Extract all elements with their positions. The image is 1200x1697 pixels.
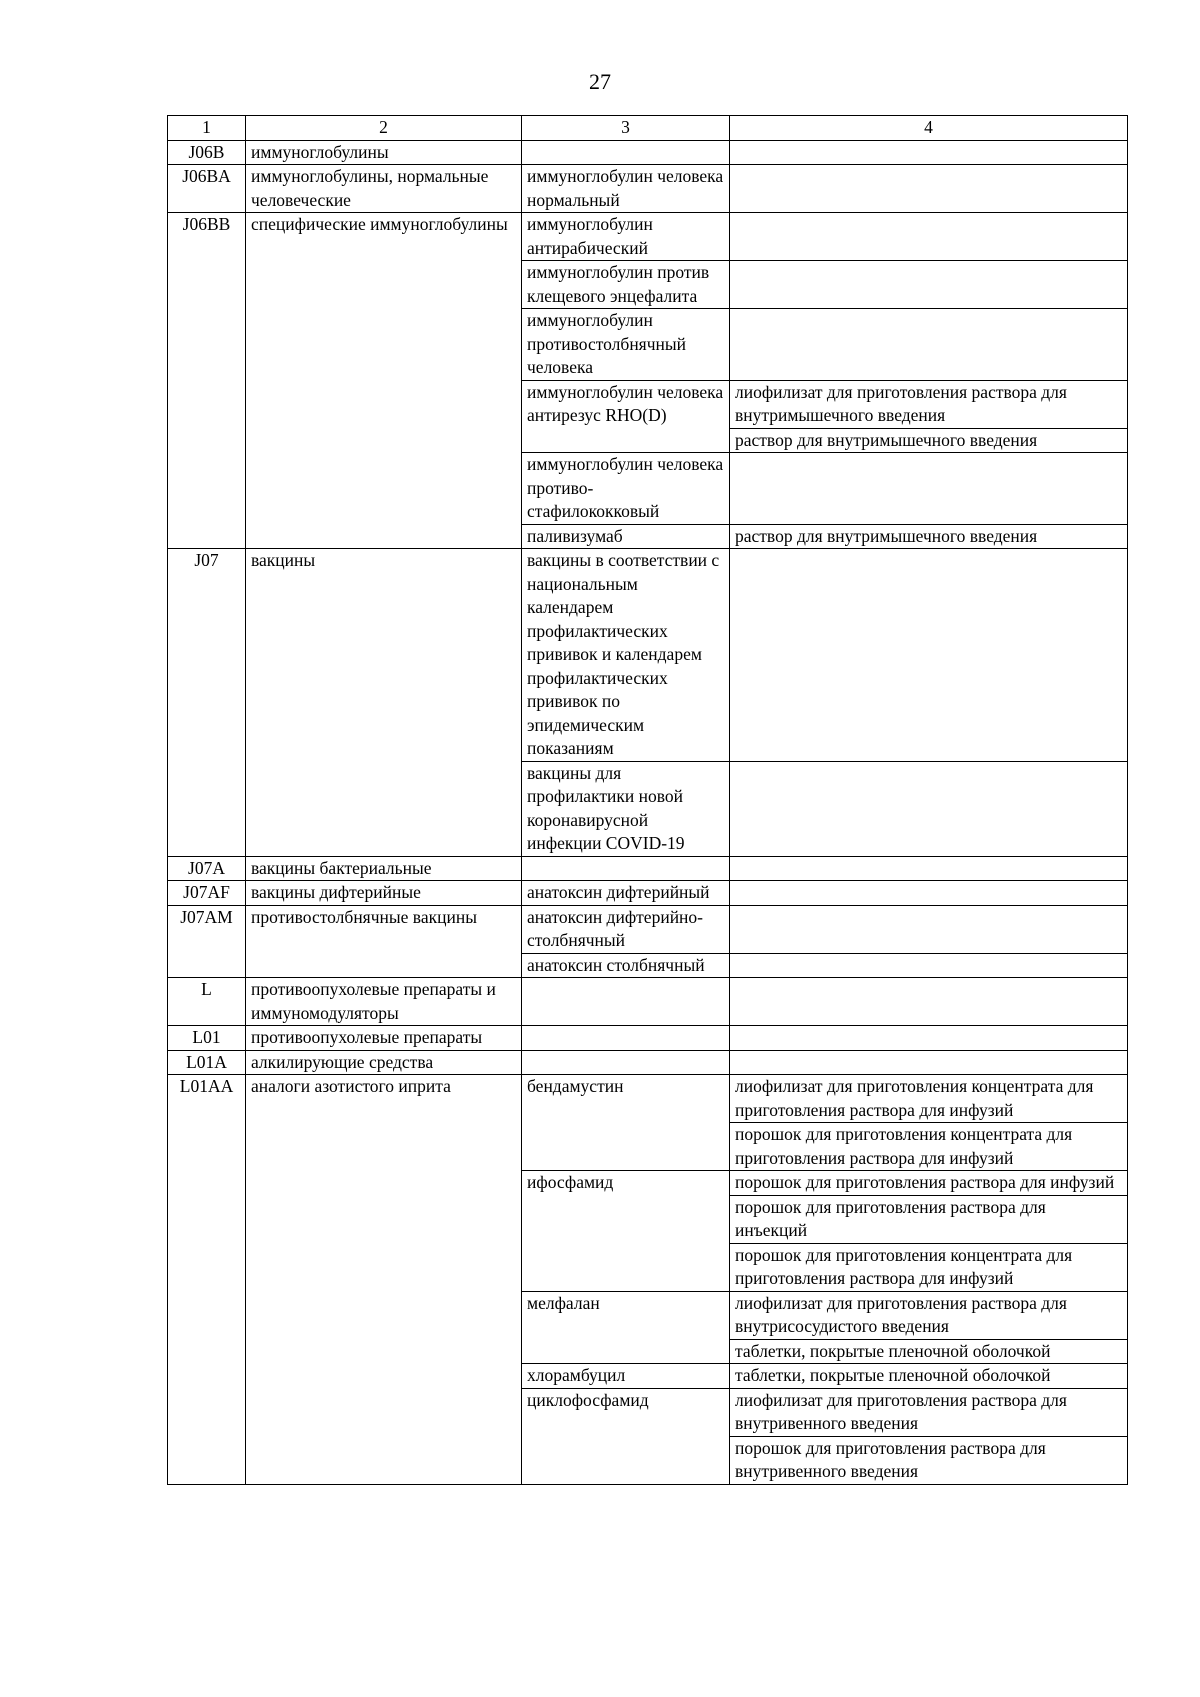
table-header [168, 116, 1128, 141]
drug-name-cell: анатоксин столбнячный [522, 953, 730, 978]
table-body [168, 140, 1128, 1484]
drug-name-cell [522, 856, 730, 881]
table-row [168, 905, 1128, 953]
drug-list-table [167, 115, 1128, 1485]
dosage-form-cell [730, 549, 1128, 762]
drug-name-cell: мелфалан [522, 1291, 730, 1364]
dosage-form-cell: порошок для приготовления раствора для внутривенного введения [730, 1436, 1128, 1484]
dosage-form-cell: таблетки, покрытые пленочной оболочкой [730, 1339, 1128, 1364]
header-col-4: 4 [730, 116, 1128, 141]
dosage-form-cell: раствор для внутримышечного введения [730, 428, 1128, 453]
atc-code-cell: L [168, 978, 246, 1026]
group-name-cell: вакцины [246, 549, 522, 857]
drug-name-cell: анатоксин дифтерийный [522, 881, 730, 906]
atc-code-cell: J07AF [168, 881, 246, 906]
drug-name-cell [522, 140, 730, 165]
drug-name-cell: паливизумаб [522, 524, 730, 549]
table-row [168, 549, 1128, 762]
dosage-form-cell [730, 309, 1128, 381]
drug-name-cell: циклофосфамид [522, 1388, 730, 1484]
header-col-3: 3 [522, 116, 730, 141]
atc-code-cell: L01 [168, 1026, 246, 1051]
dosage-form-cell [730, 213, 1128, 261]
atc-code-cell: J06B [168, 140, 246, 165]
dosage-form-cell: порошок для приготовления раствора для инфузий [730, 1171, 1128, 1196]
dosage-form-cell: лиофилизат для приготовления раствора для внутрисосудистого введения [730, 1291, 1128, 1339]
header-col-1: 1 [168, 116, 246, 141]
dosage-form-cell: порошок для приготовления раствора для инъекций [730, 1195, 1128, 1243]
dosage-form-cell [730, 761, 1128, 856]
drug-name-cell: хлорамбуцил [522, 1364, 730, 1389]
dosage-form-cell: лиофилизат для приготовления раствора для внутривенного введения [730, 1388, 1128, 1436]
group-name-cell: алкилирующие средства [246, 1050, 522, 1075]
atc-code-cell: L01AA [168, 1075, 246, 1485]
group-name-cell: аналоги азотистого иприта [246, 1075, 522, 1485]
atc-code-cell: J06BA [168, 165, 246, 213]
drug-name-cell: ифосфамид [522, 1171, 730, 1292]
table-row [168, 165, 1128, 213]
atc-code-cell: J07A [168, 856, 246, 881]
drug-name-cell: иммуноглобулин человека противо-стафилококковый [522, 453, 730, 525]
dosage-form-cell [730, 953, 1128, 978]
group-name-cell: вакцины бактериальные [246, 856, 522, 881]
drug-name-cell [522, 1050, 730, 1075]
drug-name-cell [522, 978, 730, 1026]
drug-name-cell: иммуноглобулин против клещевого энцефалита [522, 261, 730, 309]
drug-name-cell: вакцины для профилактики новой коронавирусной инфекции COVID-19 [522, 761, 730, 856]
group-name-cell: противоопухолевые препараты [246, 1026, 522, 1051]
dosage-form-cell [730, 165, 1128, 213]
group-name-cell: иммуноглобулины, нормальные человеческие [246, 165, 522, 213]
group-name-cell: вакцины дифтерийные [246, 881, 522, 906]
table-row [168, 881, 1128, 906]
dosage-form-cell [730, 1026, 1128, 1051]
table-row [168, 978, 1128, 1026]
drug-name-cell [522, 1026, 730, 1051]
drug-name-cell: бендамустин [522, 1075, 730, 1171]
dosage-form-cell [730, 140, 1128, 165]
atc-code-cell: J06BB [168, 213, 246, 549]
atc-code-cell: J07 [168, 549, 246, 857]
dosage-form-cell [730, 453, 1128, 525]
dosage-form-cell [730, 1050, 1128, 1075]
atc-code-cell: J07AM [168, 905, 246, 978]
dosage-form-cell [730, 881, 1128, 906]
drug-name-cell: анатоксин дифтерийно-столбнячный [522, 905, 730, 953]
drug-name-cell: иммуноглобулин антирабический [522, 213, 730, 261]
dosage-form-cell: порошок для приготовления концентрата для приготовления раствора для инфузий [730, 1243, 1128, 1291]
table-row [168, 213, 1128, 261]
group-name-cell: специфические иммуноглобулины [246, 213, 522, 549]
table-row [168, 856, 1128, 881]
atc-code-cell: L01A [168, 1050, 246, 1075]
group-name-cell: иммуноглобулины [246, 140, 522, 165]
page-number: 27 [589, 69, 611, 94]
drug-name-cell: иммуноглобулин человека антирезус RHO(D) [522, 380, 730, 453]
drug-name-cell: иммуноглобулин противостолбнячный человека [522, 309, 730, 381]
group-name-cell: противостолбнячные вакцины [246, 905, 522, 978]
dosage-form-cell: таблетки, покрытые пленочной оболочкой [730, 1364, 1128, 1389]
drug-name-cell: иммуноглобулин человека нормальный [522, 165, 730, 213]
table-row [168, 1026, 1128, 1051]
dosage-form-cell: порошок для приготовления концентрата для приготовления раствора для инфузий [730, 1123, 1128, 1171]
dosage-form-cell [730, 856, 1128, 881]
table-row [168, 1050, 1128, 1075]
table-row [168, 1075, 1128, 1123]
group-name-cell: противоопухолевые препараты и иммуномодуляторы [246, 978, 522, 1026]
dosage-form-cell: раствор для внутримышечного введения [730, 524, 1128, 549]
dosage-form-cell: лиофилизат для приготовления раствора для внутримышечного введения [730, 380, 1128, 428]
drug-name-cell: вакцины в соответствии с национальным календарем профилактических прививок и календарем профилактических прививок по эпидемическим показаниям [522, 549, 730, 762]
header-col-2: 2 [246, 116, 522, 141]
dosage-form-cell [730, 261, 1128, 309]
table-row [168, 140, 1128, 165]
dosage-form-cell: лиофилизат для приготовления концентрата для приготовления раствора для инфузий [730, 1075, 1128, 1123]
dosage-form-cell [730, 905, 1128, 953]
dosage-form-cell [730, 978, 1128, 1026]
header-row [168, 116, 1128, 141]
